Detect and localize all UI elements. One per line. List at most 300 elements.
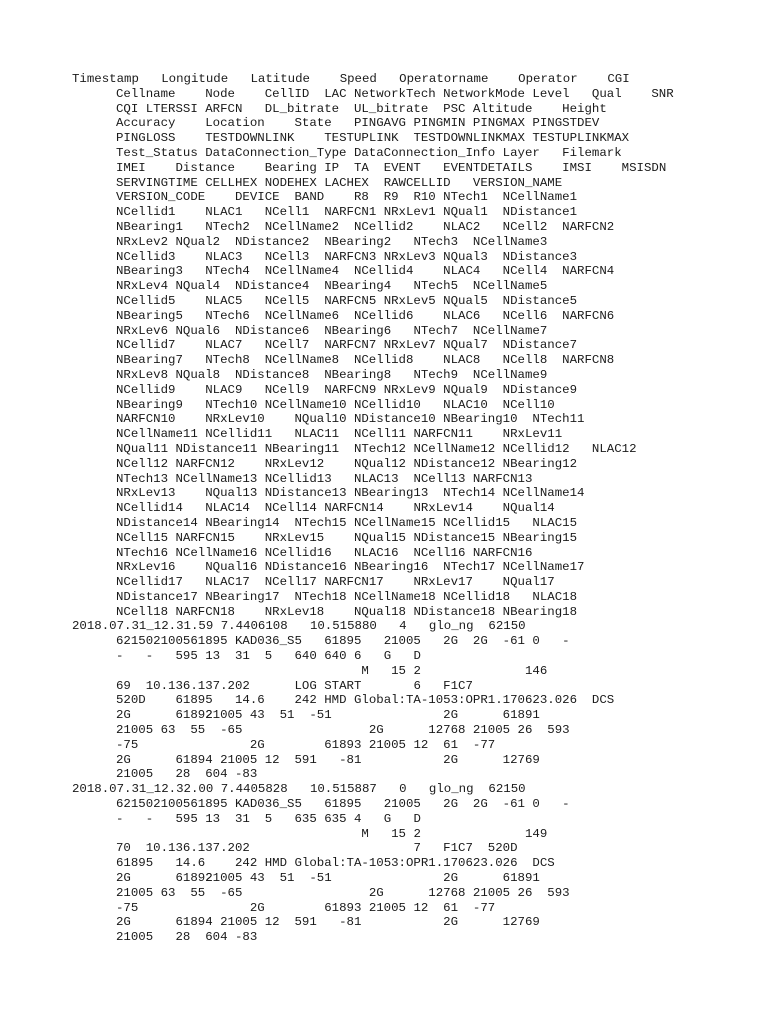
text-line [0, 886, 768, 901]
field-value: D [413, 649, 421, 664]
field-value: NCellid16 [264, 545, 332, 560]
field-value: CQI [116, 101, 139, 116]
field-value: NCellid9 [116, 382, 176, 397]
field-value: NBearing1 [116, 219, 183, 234]
field-value: IMEI [116, 160, 146, 175]
field-value: LACHEX [324, 175, 369, 190]
field-value: NRxLev9 [383, 382, 436, 397]
field-value: 21005 [116, 723, 154, 738]
field-value: NCellid8 [353, 353, 414, 368]
field-value: NDistance7 [502, 338, 578, 353]
field-value: NQual17 [502, 575, 555, 590]
field-value: PINGMIN [413, 116, 466, 131]
field-value: NBearing18 [502, 604, 578, 619]
field-value: NCell17 [264, 575, 317, 590]
field-value: 21005 [368, 737, 406, 752]
field-value: NQual12 [353, 456, 406, 471]
text-line [0, 664, 768, 679]
text-line [0, 146, 768, 161]
field-value: 2G [443, 871, 459, 886]
field-value: NTech12 [353, 441, 406, 456]
field-value: NCellName9 [472, 367, 548, 382]
field-value: NRxLev10 [205, 412, 265, 427]
field-value: NLAC6 [443, 308, 481, 323]
field-value: NARFCN8 [562, 353, 615, 368]
field-value: -77 [472, 900, 496, 915]
field-value: NBearing14 [205, 515, 280, 530]
field-value: NDistance16 [264, 560, 347, 575]
field-value: 2G [443, 797, 459, 812]
field-value: NCellName14 [502, 486, 585, 501]
field-value: - [145, 811, 154, 826]
field-value: NRxLev12 [264, 456, 325, 471]
field-value: DCS [532, 856, 555, 871]
field-value: NLAC10 [443, 397, 488, 412]
field-value: NCell3 [264, 249, 310, 264]
field-value: NCellid2 [353, 219, 414, 234]
text-line [0, 605, 768, 620]
field-value: NCell16 [413, 545, 466, 560]
field-value: 61 [443, 900, 459, 915]
field-value: -51 [309, 708, 332, 723]
field-value: 61893 [324, 737, 362, 752]
field-value: MSISDN [621, 160, 667, 175]
field-value: NODEHEX [264, 175, 317, 190]
field-value: NDistance4 [234, 279, 310, 294]
field-value: 62150 [488, 619, 526, 634]
field-value: NQual18 [353, 604, 406, 619]
field-value: 21005 [116, 885, 154, 900]
field-value: NRxLev11 [502, 427, 563, 442]
field-value: CGI [607, 72, 630, 86]
field-value: NARFCN9 [324, 382, 377, 397]
field-value: 2G [116, 871, 131, 886]
field-value: NRxLev4 [116, 279, 169, 294]
field-value: NLAC5 [205, 293, 243, 308]
field-value: NCell14 [264, 501, 317, 516]
field-value: NCell5 [264, 293, 310, 308]
text-line [0, 294, 768, 309]
field-value: NQual9 [443, 382, 488, 397]
field-value: 621502100561895 [116, 797, 228, 812]
field-value: NRxLev3 [383, 249, 436, 264]
text-line [0, 827, 768, 842]
text-line [0, 472, 768, 487]
field-value: Layer [502, 145, 540, 160]
field-value: DL_bitrate [264, 101, 340, 116]
field-value: 2G [443, 634, 459, 649]
field-value: NCellName1 [502, 190, 578, 205]
field-value: NBearing15 [502, 530, 578, 545]
field-value: 6 [353, 649, 362, 664]
field-value: NBearing2 [324, 234, 392, 249]
text-line [0, 915, 768, 930]
field-value: NDistance3 [502, 249, 578, 264]
text-line [0, 220, 768, 235]
text-line [0, 560, 768, 575]
field-value: NARFCN15 [175, 530, 235, 545]
field-value: NBearing17 [205, 589, 280, 604]
field-value: NARFCN7 [324, 338, 377, 353]
text-line [0, 531, 768, 546]
field-value: NTech9 [413, 367, 459, 382]
text-line [0, 338, 768, 353]
field-value: 61893 [324, 900, 362, 915]
field-value: -83 [234, 930, 258, 945]
field-value: G [383, 811, 392, 826]
field-value: NARFCN3 [324, 249, 377, 264]
text-line [0, 708, 768, 723]
field-value: NRxLev15 [264, 530, 325, 545]
text-line [0, 856, 768, 871]
field-value: 62150 [488, 782, 526, 797]
text-line [0, 427, 768, 442]
field-value: -61 [502, 634, 525, 649]
field-value: 640 [294, 649, 317, 664]
field-value: TESTUPLINKMAX [532, 131, 630, 146]
field-value: SNR [651, 86, 674, 101]
field-value: EVENTDETAILS [443, 160, 533, 175]
field-value: NCell10 [502, 397, 555, 412]
field-value: RAWCELLID [383, 175, 451, 190]
text-line [0, 176, 768, 191]
field-value: 7.4406108 [220, 619, 288, 634]
field-value: 5 [264, 811, 273, 826]
field-value: NTech18 [294, 589, 347, 604]
text-line [0, 649, 768, 664]
field-value: NCellid12 [502, 441, 570, 456]
field-value: NRxLev18 [264, 604, 325, 619]
field-value: 2G [249, 900, 265, 915]
field-value: NARFCN18 [175, 604, 235, 619]
field-value: Operator [518, 72, 578, 86]
field-value: 12 [264, 915, 280, 930]
field-value: NCellid13 [264, 471, 332, 486]
field-value: DCS [591, 693, 615, 708]
field-value: HMD Global:TA-1053:OPR1.170623.026 [324, 693, 578, 708]
field-value: 13 [205, 649, 221, 664]
field-value: 21005 [205, 708, 243, 723]
field-value: NCellName6 [264, 308, 340, 323]
field-value: NCellName17 [502, 560, 585, 575]
field-value: 10.515887 [309, 782, 377, 797]
text-line [0, 486, 768, 501]
field-value: NARFCN17 [324, 575, 384, 590]
field-value: IP [324, 160, 340, 175]
field-value: NCellid3 [116, 249, 176, 264]
field-value: Longitude [161, 72, 229, 86]
text-line [0, 619, 768, 634]
field-value: NCellid18 [443, 589, 511, 604]
text-line [0, 383, 768, 398]
field-value: NLAC7 [205, 338, 243, 353]
field-value: 595 [175, 811, 198, 826]
field-value: Filemark [562, 145, 622, 160]
field-value: 61895 [116, 856, 154, 871]
field-value: 14.6 [175, 856, 206, 871]
field-value: 4 [353, 811, 362, 826]
text-line [0, 131, 768, 146]
field-value: NCellid17 [116, 575, 183, 590]
field-value: NARFCN16 [472, 545, 533, 560]
text-line [0, 235, 768, 250]
field-value: R10 [413, 190, 436, 205]
field-value: 61892 [175, 708, 213, 723]
text-line [0, 87, 768, 102]
field-value: 10.136.137.202 [145, 841, 250, 856]
field-value: 2G [472, 634, 488, 649]
field-value: UL_bitrate [353, 101, 429, 116]
text-line [0, 753, 768, 768]
field-value: NLAC8 [443, 353, 481, 368]
field-value: NCell8 [502, 353, 548, 368]
field-value: NRxLev13 [116, 486, 176, 501]
field-value: 15 [391, 663, 406, 678]
field-value: NQual13 [205, 486, 258, 501]
field-value: -75 [116, 900, 139, 915]
field-value: DataConnection_Type [205, 145, 347, 160]
field-value: NCellName16 [175, 545, 258, 560]
field-value: NCell1 [264, 205, 310, 220]
field-value: 2G [368, 885, 384, 900]
field-value: 61891 [502, 871, 540, 886]
text-line [0, 634, 768, 649]
field-value: 604 [205, 930, 228, 945]
field-value: 61894 [175, 752, 213, 767]
field-value: NDistance13 [264, 486, 347, 501]
field-value: NBearing6 [324, 323, 392, 338]
field-value: NCellName4 [264, 264, 340, 279]
field-value: NRxLev17 [413, 575, 473, 590]
field-value: NLAC13 [353, 471, 399, 486]
field-value: 61895 [324, 797, 362, 812]
field-value: 21005 [383, 634, 421, 649]
field-value: -75 [116, 737, 139, 752]
text-line [0, 930, 768, 945]
field-value: NDistance6 [234, 323, 310, 338]
field-value: NCell2 [502, 219, 548, 234]
text-line [0, 368, 768, 383]
field-value: NDistance14 [116, 515, 198, 530]
field-value: 635 [294, 811, 317, 826]
field-value: NCellid15 [443, 515, 511, 530]
field-value: 61892 [175, 871, 213, 886]
text-line [0, 353, 768, 368]
field-value: NBearing10 [443, 412, 518, 427]
text-line [0, 205, 768, 220]
field-value: TESTUPLINK [324, 131, 399, 146]
field-value: NCellName5 [472, 279, 548, 294]
field-value: Location [205, 116, 265, 131]
field-value: NLAC4 [443, 264, 481, 279]
field-value: Height [562, 101, 607, 116]
text-line [0, 723, 768, 738]
field-value: NRxLev8 [116, 367, 169, 382]
field-value: 520D [487, 841, 518, 856]
field-value: 31 [234, 649, 250, 664]
field-value: 4 [399, 619, 407, 634]
text-line [0, 457, 768, 472]
text-document [0, 72, 768, 945]
field-value: 63 [160, 723, 176, 738]
field-value: TESTDOWNLINK [205, 131, 295, 146]
field-value: NCellName10 [264, 397, 347, 412]
field-value: ARFCN [205, 101, 243, 116]
field-value: NQual10 [294, 412, 347, 427]
field-value: NARFCN12 [175, 456, 235, 471]
field-value: NTech7 [413, 323, 459, 338]
field-value: 7.4405828 [220, 782, 288, 797]
field-value: 61 [443, 737, 459, 752]
field-value: DataConnection_Info [353, 145, 496, 160]
field-value: 6 [413, 678, 421, 693]
field-value: NQual5 [443, 293, 488, 308]
field-value: NTech5 [413, 279, 459, 294]
field-value: NBearing8 [324, 367, 392, 382]
field-value: NCellid5 [116, 293, 176, 308]
field-value: NTech3 [413, 234, 459, 249]
field-value: 2G [368, 723, 384, 738]
field-value: NDistance5 [502, 293, 578, 308]
field-value: F1C7 [443, 841, 473, 856]
field-value: 69 [116, 678, 131, 693]
field-value: 593 [547, 885, 570, 900]
field-value: Operatorname [399, 72, 489, 86]
field-value: Node [205, 86, 235, 101]
field-value: 146 [524, 663, 548, 678]
field-value: DEVICE [234, 190, 280, 205]
field-value: NTech13 [116, 471, 169, 486]
field-value: NetworkTech [353, 86, 436, 101]
field-value: NCell18 [116, 604, 169, 619]
field-value: 12 [413, 737, 429, 752]
field-value: 21005 [472, 885, 511, 900]
field-value: Qual [591, 86, 622, 101]
field-value: 621502100561895 [116, 634, 228, 649]
field-value: 12769 [502, 915, 540, 930]
field-value: 242 [294, 693, 317, 708]
field-value: NARFCN5 [324, 293, 377, 308]
field-value: State [294, 116, 332, 131]
field-value: 640 [324, 649, 347, 664]
text-line [0, 442, 768, 457]
text-line [0, 501, 768, 516]
field-value: LOG START [294, 678, 362, 693]
field-value: glo_ng [428, 619, 474, 634]
field-value: 28 [175, 767, 191, 782]
field-value: NCell7 [264, 338, 310, 353]
field-value: NCellName3 [472, 234, 548, 249]
field-value: 635 [324, 811, 347, 826]
field-value: VERSION_NAME [472, 175, 563, 190]
field-value: CellID [264, 86, 310, 101]
field-value: NBearing11 [264, 441, 340, 456]
field-value: 2G [472, 797, 488, 812]
field-value: NARFCN11 [413, 427, 473, 442]
field-value: NBearing13 [353, 486, 429, 501]
field-value: LAC [324, 86, 347, 101]
text-line [0, 812, 768, 827]
field-value: HMD Global:TA-1053:OPR1.170623.026 [264, 856, 518, 871]
field-value: Bearing [264, 160, 317, 175]
field-value: NDistance15 [413, 530, 496, 545]
field-value: NARFCN4 [562, 264, 615, 279]
field-value: NDistance17 [116, 589, 198, 604]
field-value: NTech16 [116, 545, 169, 560]
field-value: NQual3 [443, 249, 488, 264]
field-value: 10.136.137.202 [145, 678, 250, 693]
field-value: NBearing4 [324, 279, 392, 294]
field-value: 7 [413, 841, 421, 856]
field-value: NLAC9 [205, 382, 243, 397]
field-value: 61891 [502, 708, 540, 723]
field-value: M [361, 663, 369, 678]
field-value: - [116, 649, 124, 664]
field-value: NTech17 [443, 560, 496, 575]
field-value: 55 [190, 723, 206, 738]
text-line [0, 901, 768, 916]
text-line [0, 590, 768, 605]
field-value: 63 [160, 885, 176, 900]
text-line [0, 693, 768, 708]
text-line [0, 279, 768, 294]
text-line [0, 575, 768, 590]
field-value: 21005 [220, 752, 258, 767]
field-value: Altitude [472, 101, 533, 116]
field-value: NCellName11 [116, 427, 198, 442]
field-value: NLAC17 [205, 575, 250, 590]
field-value: 12 [264, 752, 280, 767]
field-value: 12768 [428, 885, 466, 900]
field-value: NTech14 [443, 486, 496, 501]
text-line [0, 264, 768, 279]
field-value: 604 [205, 767, 228, 782]
field-value: NRxLev7 [383, 338, 436, 353]
field-value: 21005 [368, 900, 406, 915]
field-value: KAD036_S5 [234, 797, 302, 812]
field-value: 15 [391, 826, 406, 841]
field-value: 21005 [116, 930, 154, 945]
field-value: NQual7 [443, 338, 488, 353]
text-line [0, 324, 768, 339]
field-value: IMSI [562, 160, 592, 175]
field-value: - [562, 634, 570, 649]
text-line [0, 309, 768, 324]
field-value: 21005 [472, 723, 511, 738]
text-line [0, 797, 768, 812]
field-value: - [116, 811, 124, 826]
field-value: NLAC18 [532, 589, 578, 604]
field-value: EVENT [383, 160, 421, 175]
field-value: -81 [339, 752, 362, 767]
field-value: NRxLev6 [116, 323, 169, 338]
field-value: NQual15 [353, 530, 406, 545]
field-value: NCellid10 [353, 397, 421, 412]
text-line [0, 161, 768, 176]
field-value: NDistance8 [234, 367, 310, 382]
field-value: 10.515880 [309, 619, 377, 634]
field-value: 0 [399, 782, 407, 797]
field-value: NQual14 [502, 501, 555, 516]
field-value: G [383, 649, 392, 664]
field-value: 5 [264, 649, 273, 664]
field-value: NQual8 [175, 367, 221, 382]
field-value: 242 [234, 856, 258, 871]
field-value: 2018.07.31_12.32.00 [72, 782, 214, 797]
field-value: NRxLev2 [116, 234, 169, 249]
field-value: NARFCN10 [116, 412, 176, 427]
text-line [0, 398, 768, 413]
